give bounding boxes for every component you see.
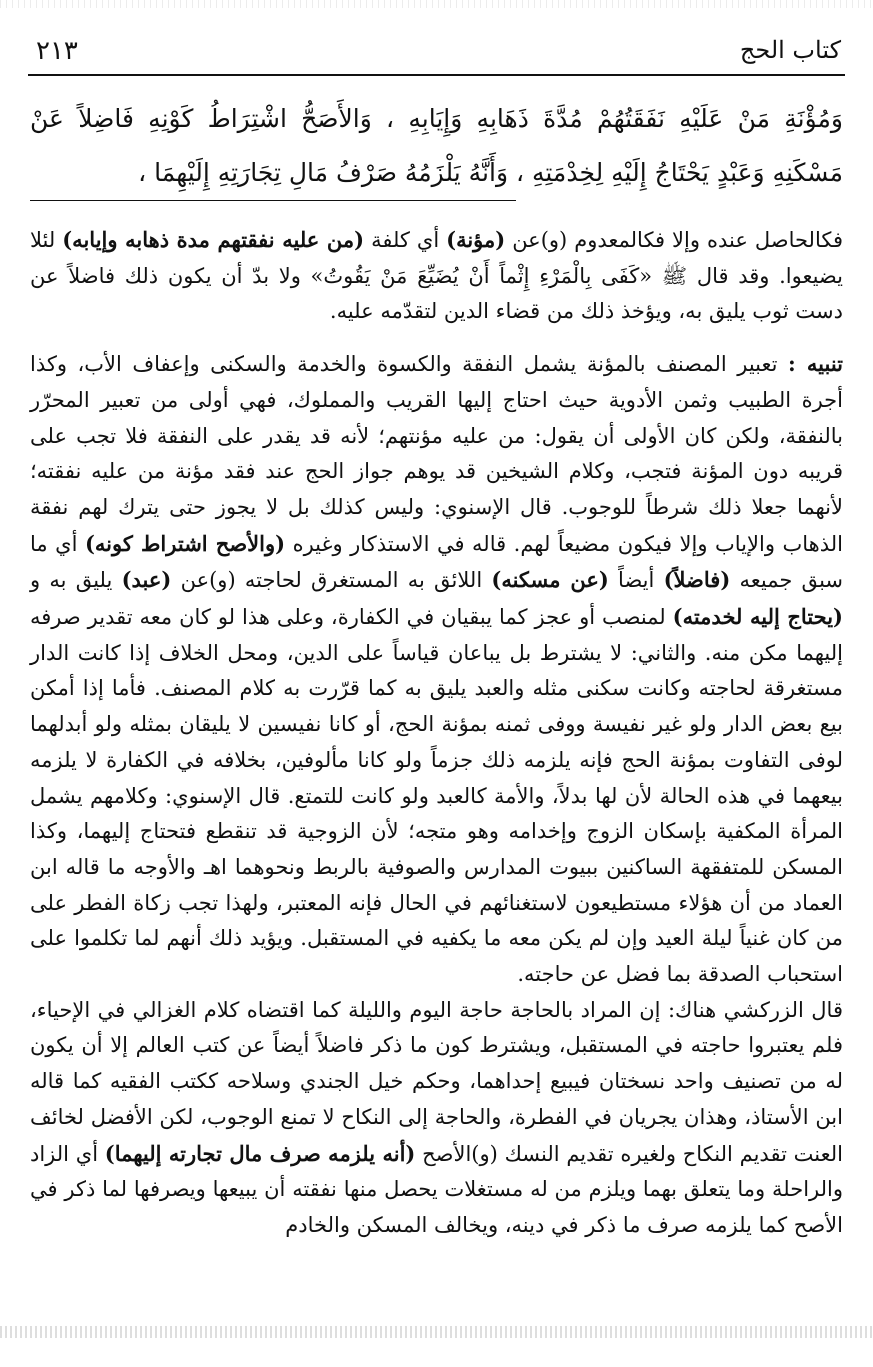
bold-matn-quote: (عن مسكنه) bbox=[491, 567, 609, 593]
commentary-text: يليق به و bbox=[30, 568, 122, 593]
commentary-text: لئلا يضيعوا. وقد قال ﷺ «كَفَى بِالْمَرْءِ إِثْماً أَنْ يُضَيِّعَ مَنْ يَقُوتُ» ولا بدّ أن يكون ذلك فاضلاً عن دست ثوب يليق به، ويؤخذ ذلك من قضاء الدين لتقدّمه عليه. bbox=[30, 228, 843, 324]
commentary-text: أيضاً bbox=[608, 568, 664, 593]
commentary-text: اللائق به المستغرق لحاجته (و)عن bbox=[171, 568, 492, 593]
separator-rule bbox=[30, 200, 516, 201]
commentary-text: أي ما سبق جميعه bbox=[30, 531, 844, 593]
bold-matn-quote: (مؤنة) bbox=[446, 227, 506, 252]
page-number: ٢١٣ bbox=[36, 36, 78, 66]
commentary-paragraph-2 bbox=[30, 346, 843, 993]
bold-matn-quote: (فاضلاً) bbox=[663, 567, 731, 593]
commentary-block bbox=[30, 222, 843, 1244]
commentary-text: أي كلفة bbox=[364, 228, 447, 252]
scan-edge-noise bbox=[0, 0, 873, 8]
chapter-title: كتاب الحج bbox=[739, 36, 841, 64]
bold-matn-quote: (يحتاج إليه لخدمته) bbox=[672, 604, 843, 630]
commentary-text: لمنصب أو عجز كما يبقيان في الكفارة، وعلى هذا لو كان معه تقدير صرفه إليهما مكن منه. والثاني: لا يشترط بل يباعان قياساً على الدين، ومحل الخلاف إذا كانت الدار مستغرقة لحاجته وكانت سكنى مثله والعبد يليق به كما قرّرت به كلام المصنف. فأما إذا أمكن بيع بعض الدار ولو غير نفيسة ووفى ثمنه بمؤنة الحج، أو كانا نفيسين لا يليقان بمثله ولو أبدلهما لوفى التفاوت بمؤنة الحج فإنه يلزمه ذلك جزماً ولو كانا مألوفين، بخلافه في الكفارة لا يلزمه بيعهما في هذه الحالة لأن لها بدلاً، والأمة كالعبد ولو كانت للتمتع. قال الإسنوي: وكلامهم يشمل المرأة المكفية بإسكان الزوج وإخدامه وهو متجه؛ لأن الزوجية قد تنقطع فتحتاج إليهما، وكذا المسكن للمتفقهة الساكنين ببيوت المدارس والصوفية بالربط ونحوهما اهـ والأوجه ما قاله ابن العماد من أن هؤلاء مستطيعون لاستغنائهم في الحال فإنه المعتبر، ولهذا تجب زكاة الفطر على من كان غنياً ليلة العيد وإن لم يكن معه ما يكفيه في المستقبل. ويؤيد ذلك أنهم لما تكلموا على استحباب الصدقة بما فضل عن حاجته. bbox=[30, 605, 843, 987]
commentary-paragraph-3 bbox=[30, 993, 843, 1244]
running-header bbox=[28, 34, 845, 76]
bold-matn-quote: (والأصح اشتراط كونه) bbox=[84, 530, 286, 556]
commentary-text: أي الزاد والراحلة وما يتعلق بهما ويلزم من له مستغلات يحصل منها نفقته أن يبيعها ويصرفها لما ذكر في الأصح كما يلزمه صرف ما ذكر في دينه، ويخالف المسكن والخادم bbox=[30, 1141, 843, 1237]
scan-edge-noise-bottom bbox=[0, 1326, 873, 1338]
bold-matn-quote: (عبد) bbox=[121, 567, 172, 593]
commentary-text: قال الزركشي هناك: إن المراد بالحاجة حاجة اليوم والليلة كما اقتضاه كلام الغزالي في الإحياء، فلم يعتبروا حاجته في المستقبل، ويشترط كون ما ذكر فاضلاً أيضاً عن كتب العالم إلا أن يكون له من تصنيف واحد نسختان فيبيع إحداهما، وحكم خيل الجندي وسلاحه ككتب الفقيه كما قاله ابن الأستاذ، وهذان يجريان في الفطرة، والحاجة إلى النكاح لا تمنع الوجوب، لكن الأفضل لخائف العنت تقديم النكاح ولغيره تقديم النسك (و)الأصح bbox=[30, 997, 843, 1166]
matn-paragraph: وَمُؤْنَةِ مَنْ عَلَيْهِ نَفَقَتُهُمْ مُدَّةَ ذَهَابِهِ وَإِيَابِهِ ، وَالأَصَحُّ اشْتِرَاطُ كَوْنِهِ فَاضِلاً عَنْ مَسْكَنِهِ وَعَبْدٍ يَحْتَاجُ إِلَيْهِ لِخِدْمَتِهِ ، وَأَنَّهُ يَلْزَمُهُ صَرْفُ مَالِ تِجَارَتِهِ إِلَيْهِمَا ، bbox=[30, 104, 843, 187]
bold-matn-quote: تنبيه : bbox=[788, 351, 843, 377]
commentary-paragraph-1 bbox=[30, 222, 843, 330]
commentary-text: تعبير المصنف بالمؤنة يشمل النفقة والكسوة والخدمة والسكنى وإعفاف الأب، وكذا أجرة الطبيب وثمن الأدوية حيث احتاج إليها القريب والمملوك، فهي أولى من تعبير المحرّر بالنفقة، ولكن كان الأولى أن يقول: من عليه مؤنتهم؛ لأنه قد يقدر على النفقة فلا تجب على قريبه دون المؤنة فتجب، وكلام الشيخين قد يوهم جواز الحج عند فقد مؤنة من عليه نفقته؛ لأنهما جعلا ذلك شرطاً للوجوب. قال الإسنوي: وليس كذلك بل لا يجوز حتى يترك لهم نفقة الذهاب والإياب وإلا فيكون مضيعاً لهم. قاله في الاستذكار وغيره bbox=[30, 352, 843, 556]
bold-matn-quote: (أنه يلزمه صرف مال تجارته إليهما) bbox=[104, 1140, 416, 1166]
bold-matn-quote: (من عليه نفقتهم مدة ذهابه وإيابه) bbox=[62, 227, 365, 252]
matn-text-block bbox=[30, 92, 843, 200]
commentary-text: فكالحاصل عنده وإلا فكالمعدوم (و)عن bbox=[505, 228, 843, 252]
